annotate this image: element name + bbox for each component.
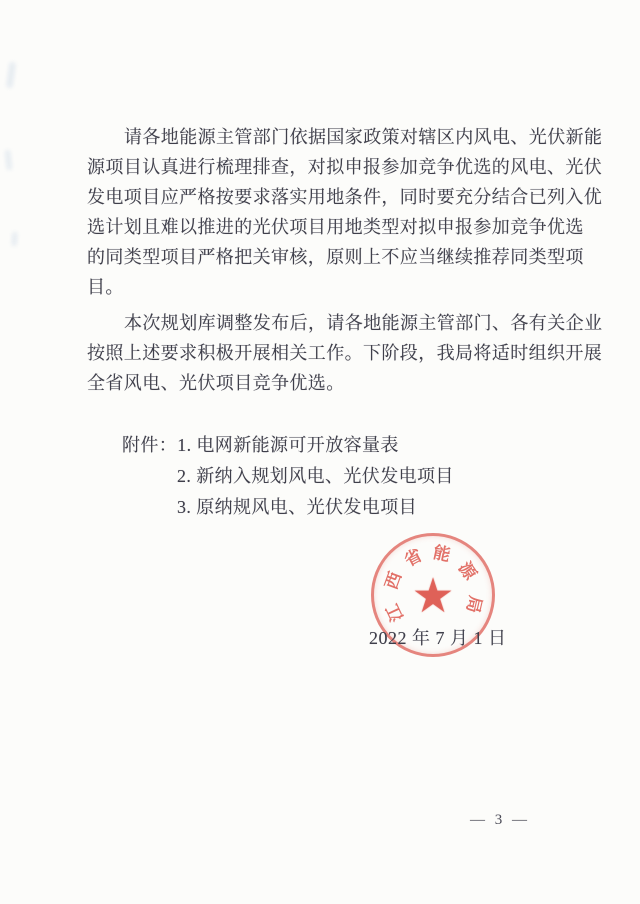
seal-character: 局 xyxy=(462,594,486,615)
star-icon: ★ xyxy=(411,569,455,623)
seal-character: 源 xyxy=(454,558,481,584)
attachment-item: 3. 原纳规风电、光伏发电项目 xyxy=(177,497,417,517)
paragraph-2 xyxy=(87,308,603,398)
scan-smudge xyxy=(5,150,12,170)
seal-character: 西 xyxy=(381,569,406,592)
paragraph-1-line: 选计划且难以推进的光伏项目用地类型对拟申报参加竞争优选 xyxy=(87,217,584,237)
paragraph-2-line: 按照上述要求积极开展相关工作。下阶段，我局将适时组织开展 xyxy=(87,343,603,363)
seal-character: 江 xyxy=(382,601,408,625)
paragraph-2-line: 本次规划库调整发布后，请各地能源主管部门、各有关企业 xyxy=(124,313,603,333)
attachment-item: 2. 新纳入规划风电、光伏发电项目 xyxy=(177,466,454,486)
paragraph-1-line: 的同类型项目严格把关审核，原则上不应当继续推荐同类型项 xyxy=(87,247,584,267)
paragraph-1 xyxy=(87,122,603,302)
seal-character: 能 xyxy=(431,542,453,565)
paragraph-1-line: 源项目认真进行梳理排查，对拟申报参加竞争优选的风电、光伏 xyxy=(87,157,603,177)
scan-smudge xyxy=(6,62,16,89)
paragraph-1-line: 发电项目应严格按要求落实用地条件，同时要充分结合已列入优 xyxy=(87,187,603,207)
paragraph-1-line: 目。 xyxy=(87,277,124,297)
document-date: 2022 年 7 月 1 日 xyxy=(369,628,507,648)
attachment-item-text: 1. 电网新能源可开放容量表 xyxy=(177,435,399,455)
seal-character: 省 xyxy=(401,545,426,571)
paragraph-2-line: 全省风电、光伏项目竞争优选。 xyxy=(87,373,345,393)
page-number: — 3 — xyxy=(470,812,530,828)
paragraph-1-line: 请各地能源主管部门依据国家政策对辖区内风电、光伏新能 xyxy=(124,127,603,147)
scan-smudge xyxy=(12,232,18,246)
attachment-label: 附件： xyxy=(122,435,178,455)
attachment-item xyxy=(122,430,454,461)
attachment-list xyxy=(122,430,454,523)
